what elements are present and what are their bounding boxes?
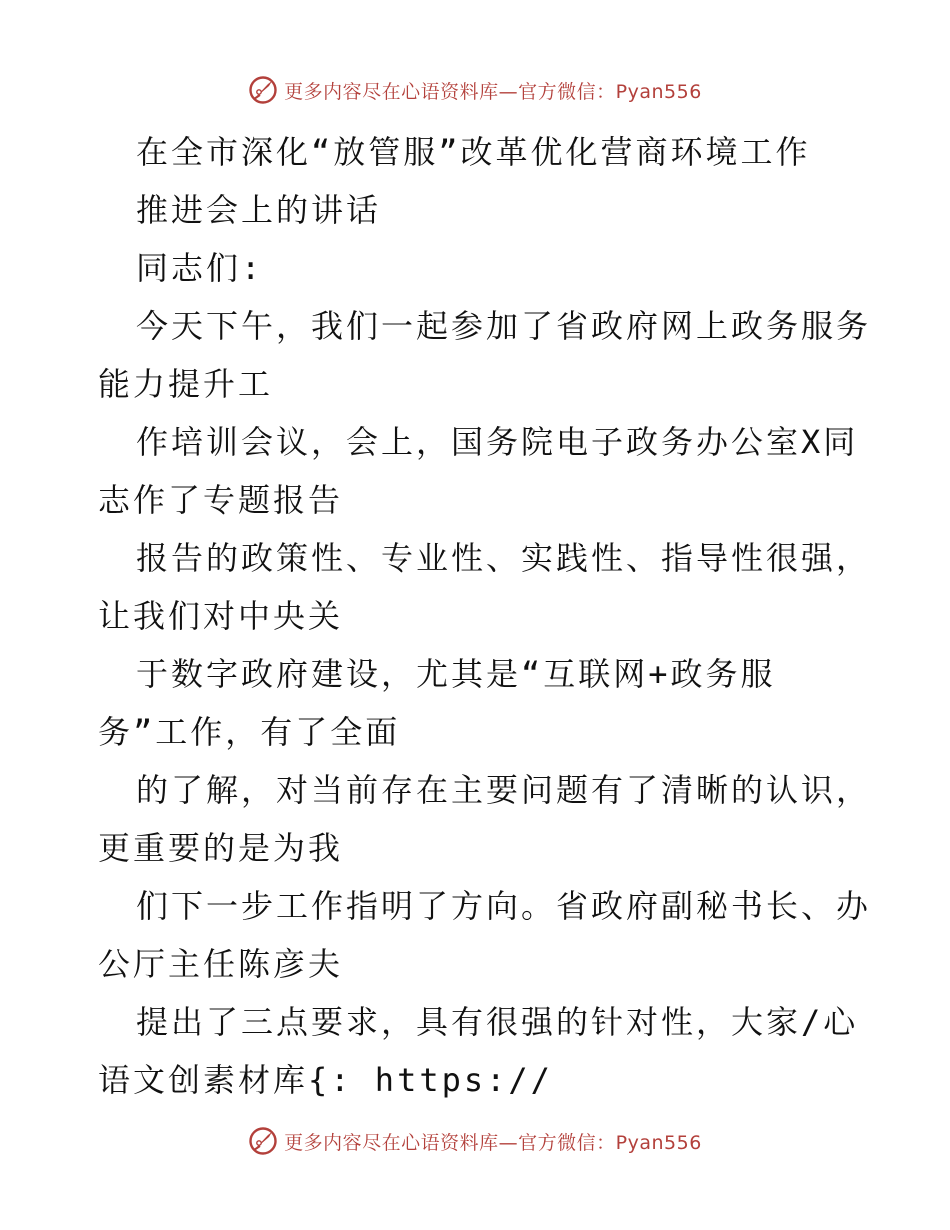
footer-watermark-banner — [0, 1121, 950, 1161]
document-line: 报告的政策性、专业性、实践性、指导性很强， — [136, 539, 872, 577]
document-line: 同志们: — [136, 249, 264, 287]
document-line: 在全市深化“放管服”改革优化营商环境工作 — [136, 133, 811, 171]
document-line: 们下一步工作指明了方向。省政府副秘书长、办 — [136, 887, 872, 925]
document-line: 的了解，对当前存在主要问题有了清晰的认识， — [136, 771, 872, 809]
document-line: 于数字政府建设，尤其是“互联网+政务服 — [136, 655, 776, 693]
document-line: 提出了三点要求，具有很强的针对性，大家/心 — [136, 1003, 859, 1041]
document-line: 作培训会议，会上，国务院电子政务办公室X同 — [136, 423, 859, 461]
document-line: 推进会上的讲话 — [136, 191, 382, 229]
document-line: 语文创素材库{: https:// — [98, 1061, 553, 1099]
document-line: 能力提升工 — [98, 365, 274, 403]
document-line: 务”工作，有了全面 — [98, 713, 401, 751]
document-body — [98, 123, 872, 1109]
document-line: 让我们对中央关 — [98, 597, 344, 635]
header-watermark-banner — [0, 70, 950, 110]
document-line: 公厅主任陈彦夫 — [98, 945, 344, 983]
document-line: 今天下午，我们一起参加了省政府网上政务服务 — [136, 307, 872, 345]
document-line: 志作了专题报告 — [98, 481, 344, 519]
header-watermark-text: 更多内容尽在心语资料库—官方微信：Pyan556 — [284, 80, 702, 103]
document-line: 更重要的是为我 — [98, 829, 344, 867]
quill-logo-icon — [248, 1126, 278, 1156]
footer-watermark-text: 更多内容尽在心语资料库—官方微信：Pyan556 — [284, 1131, 702, 1154]
quill-logo-icon — [248, 75, 278, 105]
